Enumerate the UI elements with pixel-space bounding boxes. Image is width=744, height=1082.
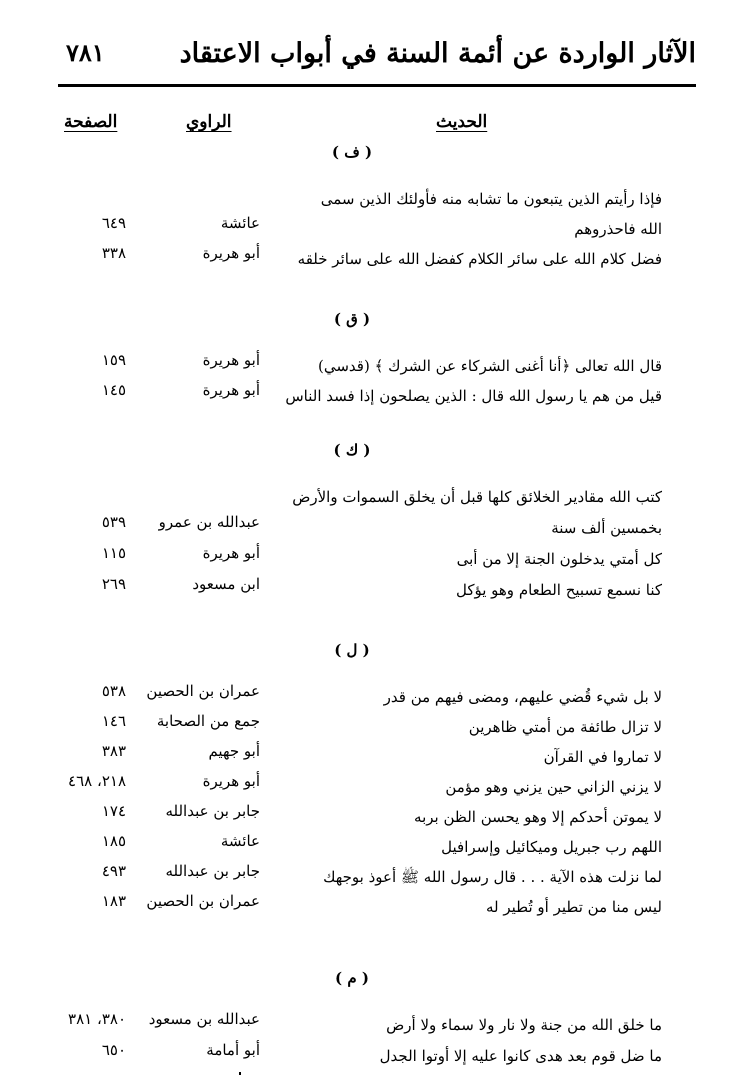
narrator-name: أبو جهيم [208, 742, 260, 760]
section-letter: ( ق ) [333, 310, 371, 328]
page-speck [239, 1072, 241, 1075]
column-header-hadith: الحديث [436, 112, 488, 132]
page-number: ٧٨١ [66, 38, 105, 67]
narrator-name: أبو هريرة [202, 772, 260, 790]
running-header-title: الآثار الواردة عن أئمة السنة في أبواب الاعتقاد [179, 38, 696, 69]
narrator-name: جابر بن عبدالله [165, 802, 260, 820]
narrator-name: أبو هريرة [202, 544, 260, 562]
hadith-text: كل أمتي يدخلون الجنة إلا من أبى [456, 550, 662, 568]
page-reference: ٦٤٩ [101, 214, 126, 232]
narrator-name: أبو أمامة [206, 1041, 260, 1059]
header-rule [58, 84, 696, 87]
hadith-text: لا تزال طائفة من أمتي ظاهرين [468, 718, 662, 736]
hadith-text: لما نزلت هذه الآية . . . قال رسول الله ﷺ أعوذ بوجهك [323, 868, 662, 886]
hadith-text: الله فاحذروهم [574, 220, 662, 238]
page-reference: ١٧٤ [101, 802, 126, 820]
hadith-text: لا تماروا في القرآن [543, 748, 662, 766]
hadith-text: كتب الله مقادير الخلائق كلها قبل أن يخلق السموات والأرض [292, 488, 662, 506]
narrator-name: ابن مسعود [192, 575, 260, 593]
hadith-text: ما ضل قوم بعد هدى كانوا عليه إلا أوتوا الجدل [379, 1047, 662, 1065]
hadith-text: لا يزني الزاني حين يزني وهو مؤمن [445, 778, 662, 796]
narrator-name: عمران بن الحصين [146, 892, 260, 910]
page-reference: ٥٣٩ [101, 513, 126, 531]
narrator-name: عمران بن الحصين [146, 682, 260, 700]
narrator-name: عبدالله بن عمرو [158, 513, 260, 531]
column-header-narrator: الراوي [186, 112, 232, 132]
hadith-text: بخمسين ألف سنة [551, 519, 662, 537]
hadith-text: قيل من هم يا رسول الله قال : الذين يصلحون إذا فسد الناس [285, 387, 662, 405]
page-reference: ٣٨٣ [101, 742, 126, 760]
page-reference: ١٤٥ [101, 381, 126, 399]
page-reference: ٣٨٠، ٣٨١ [68, 1010, 126, 1028]
page-reference: ١٨٣ [101, 892, 126, 910]
page-reference: ١٥٩ [101, 351, 126, 369]
hadith-text: ليس منا من تطير أو تُطير له [485, 898, 662, 916]
narrator-name: عبدالله بن مسعود [148, 1010, 260, 1028]
page-reference: ٢٦٩ [101, 575, 126, 593]
hadith-text: ما خلق الله من جنة ولا نار ولا سماء ولا أرض [386, 1016, 662, 1034]
hadith-text: فإذا رأيتم الذين يتبعون ما تشابه منه فأولئك الذين سمى [320, 190, 662, 208]
hadith-text: قال الله تعالى ﴿أنا أغنى الشركاء عن الشرك ﴾ (قدسي) [318, 357, 662, 375]
narrator-name: جمع من الصحابة [156, 712, 260, 730]
page-reference: ٤٩٣ [101, 862, 126, 880]
section-letter: ( ك ) [333, 441, 371, 459]
section-letter: ( ل ) [334, 641, 370, 659]
hadith-text: اللهم رب جبريل وميكائيل وإسرافيل [441, 838, 662, 856]
page-reference: ٦٥٠ [101, 1041, 126, 1059]
section-letter: ( ف ) [331, 143, 373, 161]
page-reference: ٣٣٨ [101, 244, 126, 262]
page-reference: ٢١٨، ٤٦٨ [68, 772, 126, 790]
page-reference: ١٨٥ [101, 832, 126, 850]
hadith-text: لا يموتن أحدكم إلا وهو يحسن الظن بربه [414, 808, 662, 826]
narrator-name: عائشة [220, 832, 260, 850]
column-header-page: الصفحة [64, 112, 118, 132]
hadith-text: فضل كلام الله على سائر الكلام كفضل الله على سائر خلقه [297, 250, 662, 268]
page-reference: ١٤٦ [101, 712, 126, 730]
narrator-name: أبو هريرة [202, 381, 260, 399]
hadith-text: كنا نسمع تسبيح الطعام وهو يؤكل [455, 581, 662, 599]
hadith-text: لا بل شيء قُضي عليهم، ومضى فيهم من قدر [383, 688, 662, 706]
narrator-name: أبو هريرة [202, 244, 260, 262]
section-letter: ( م ) [335, 969, 369, 987]
page-reference: ٥٣٨ [101, 682, 126, 700]
narrator-name: جابر بن عبدالله [165, 862, 260, 880]
page-reference: ١١٥ [101, 544, 126, 562]
narrator-name: عائشة [220, 214, 260, 232]
narrator-name: أبو هريرة [202, 351, 260, 369]
